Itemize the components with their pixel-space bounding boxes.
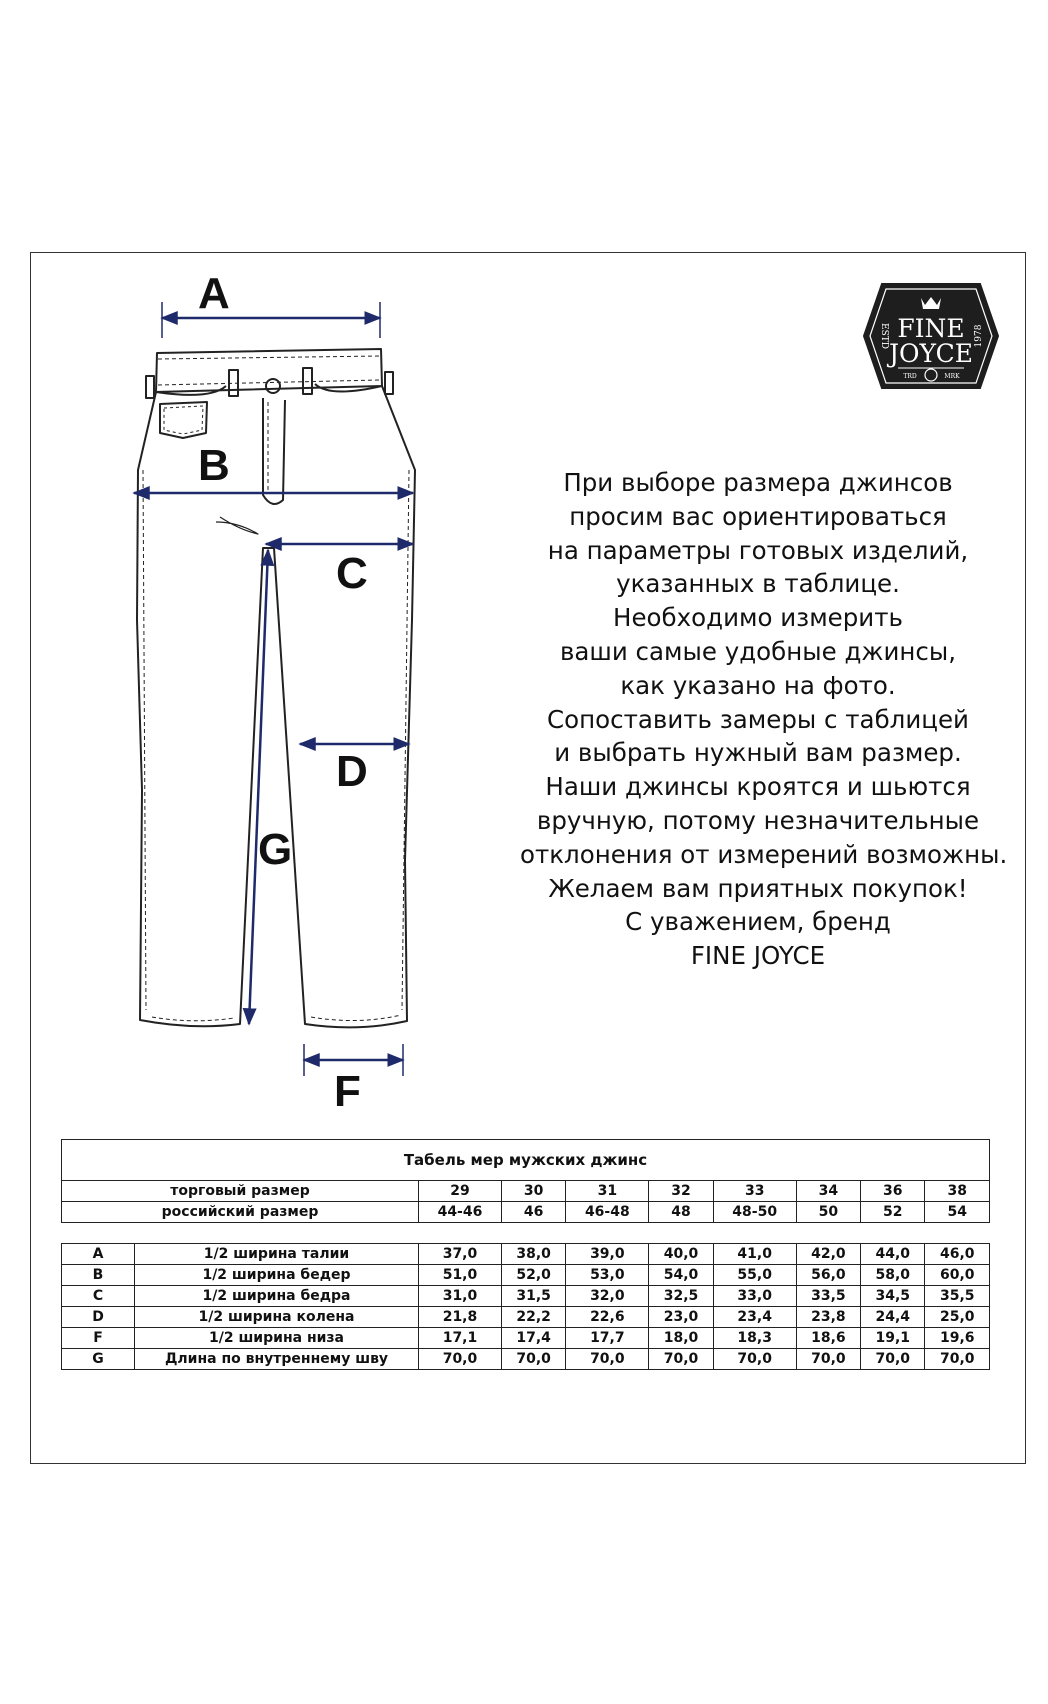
instruction-line: вручную, потому незначительные [536,805,980,835]
measurement-value: 19,1 [861,1328,925,1349]
measurement-value: 23,8 [796,1307,860,1328]
measurement-value: 38,0 [501,1244,565,1265]
russian-size-cell: 52 [861,1202,925,1223]
measurement-name: 1/2 ширина колена [135,1307,419,1328]
measurement-value: 55,0 [713,1265,796,1286]
table-row [62,1328,990,1349]
instruction-line: При выборе размера джинсов [563,468,953,497]
measurement-value: 70,0 [713,1349,796,1370]
table-row [62,1286,990,1307]
measurement-value: 22,6 [566,1307,649,1328]
measurement-value: 35,5 [925,1286,990,1307]
table-row [62,1265,990,1286]
russian-size-cell: 46-48 [566,1202,649,1223]
russian-size-cell: 50 [796,1202,860,1223]
instruction-line: С уважением, бренд [625,907,891,937]
measurement-name: 1/2 ширина бедра [135,1286,419,1307]
measurement-value: 51,0 [419,1265,502,1286]
instruction-line: Наши джинсы кроятся и шьются [545,772,971,802]
measurement-arrows [134,318,413,1060]
measurement-value: 44,0 [861,1244,925,1265]
instruction-line: Желаем вам приятных покупок! [548,873,968,903]
trade-size-cell: 33 [713,1181,796,1202]
measurement-code: C [62,1286,135,1307]
label-f: F [334,1067,361,1116]
measurement-value: 70,0 [501,1349,565,1370]
measurement-value: 18,3 [713,1328,796,1349]
logo-line2: JOYCE [889,339,973,368]
measurement-code: F [62,1328,135,1349]
measurement-code: D [62,1307,135,1328]
logo-trd: TRD [903,373,917,380]
measurement-value: 17,4 [501,1328,565,1349]
measurement-value: 70,0 [925,1349,990,1370]
measurement-value: 54,0 [649,1265,713,1286]
measurement-value: 33,5 [796,1286,860,1307]
jeans-outline [137,349,415,1027]
instruction-line: Необходимо измерить [613,603,903,633]
measurement-value: 41,0 [713,1244,796,1265]
instruction-line: просим вас ориентироваться [569,501,947,531]
instruction-line: как указано на фото. [620,670,896,700]
spacer-cell [62,1223,990,1244]
measurement-value: 34,5 [861,1286,925,1307]
russian-size-row [62,1202,990,1223]
table-spacer-row [62,1223,990,1244]
measurement-name: Длина по внутреннему шву [135,1349,419,1370]
label-c: C [336,549,368,598]
measurement-value: 31,5 [501,1286,565,1307]
russian-size-cell: 44-46 [419,1202,502,1223]
measurement-name: 1/2 ширина низа [135,1328,419,1349]
measurement-value: 22,2 [501,1307,565,1328]
measurement-value: 70,0 [796,1349,860,1370]
trade-size-cell: 36 [861,1181,925,1202]
measurement-value: 52,0 [501,1265,565,1286]
instruction-line: указанных в таблице. [616,569,900,599]
trade-size-cell: 31 [566,1181,649,1202]
measurement-value: 42,0 [796,1244,860,1265]
russian-size-cell: 48-50 [713,1202,796,1223]
measurement-name: 1/2 ширина бедер [135,1265,419,1286]
measurement-value: 23,0 [649,1307,713,1328]
logo-line1: FINE [897,314,965,343]
label-a: A [198,269,230,318]
measurement-name: 1/2 ширина талии [135,1244,419,1265]
measurement-value: 46,0 [925,1244,990,1265]
logo-estd: ESTD [879,323,889,349]
instruction-line: и выбрать нужный вам размер. [554,738,962,768]
measurement-value: 31,0 [419,1286,502,1307]
measurement-code: B [62,1265,135,1286]
label-g: G [258,825,293,874]
trade-size-cell: 30 [501,1181,565,1202]
measurement-value: 18,0 [649,1328,713,1349]
measurement-value: 53,0 [566,1265,649,1286]
measurement-value: 21,8 [419,1307,502,1328]
table-row [62,1349,990,1370]
measurement-value: 40,0 [649,1244,713,1265]
trade-size-cell: 29 [419,1181,502,1202]
trade-size-cell: 34 [796,1181,860,1202]
table-title-row [62,1140,990,1181]
logo-year: 1978 [974,324,984,348]
russian-size-cell: 48 [649,1202,713,1223]
measurement-value: 70,0 [861,1349,925,1370]
instruction-line: Сопоставить замеры с таблицей [547,704,969,734]
measurement-value: 70,0 [649,1349,713,1370]
trade-size-cell: 32 [649,1181,713,1202]
measurement-code: A [62,1244,135,1265]
fine-joyce-logo [862,280,1000,392]
men-jeans-size-table [61,1139,990,1370]
logo-mrk: MRK [944,373,960,380]
measurement-value: 33,0 [713,1286,796,1307]
label-d: D [336,747,368,796]
table-row [62,1307,990,1328]
measurement-value: 23,4 [713,1307,796,1328]
measurement-value: 17,1 [419,1328,502,1349]
instruction-line: FINE JOYCE [690,941,826,971]
measurement-value: 60,0 [925,1265,990,1286]
measurement-value: 17,7 [566,1328,649,1349]
russian-size-cell: 46 [501,1202,565,1223]
measurement-value: 37,0 [419,1244,502,1265]
measurement-value: 24,4 [861,1307,925,1328]
measurement-value: 70,0 [566,1349,649,1370]
measurement-value: 25,0 [925,1307,990,1328]
measurement-value: 18,6 [796,1328,860,1349]
measurement-value: 39,0 [566,1244,649,1265]
measurement-value: 32,5 [649,1286,713,1307]
russian-size-cell: 54 [925,1202,990,1223]
trade-size-row [62,1181,990,1202]
measurement-code: G [62,1349,135,1370]
trade-size-cell: 38 [925,1181,990,1202]
instruction-line: отклонения от измерений возможны. [520,839,1008,869]
table-title: Табель мер мужских джинс [62,1140,990,1181]
instruction-line: ваши самые удобные джинсы, [559,636,957,666]
measurement-value: 58,0 [861,1265,925,1286]
measurement-value: 32,0 [566,1286,649,1307]
russian-size-label: российский размер [62,1202,419,1223]
measurement-value: 56,0 [796,1265,860,1286]
measurement-value: 19,6 [925,1328,990,1349]
label-b: B [198,441,230,490]
measurement-value: 70,0 [419,1349,502,1370]
trade-size-label: торговый размер [62,1181,419,1202]
size-guide-instructions [520,466,1008,973]
instruction-line: на параметры готовых изделий, [547,535,969,565]
table-row [62,1244,990,1265]
